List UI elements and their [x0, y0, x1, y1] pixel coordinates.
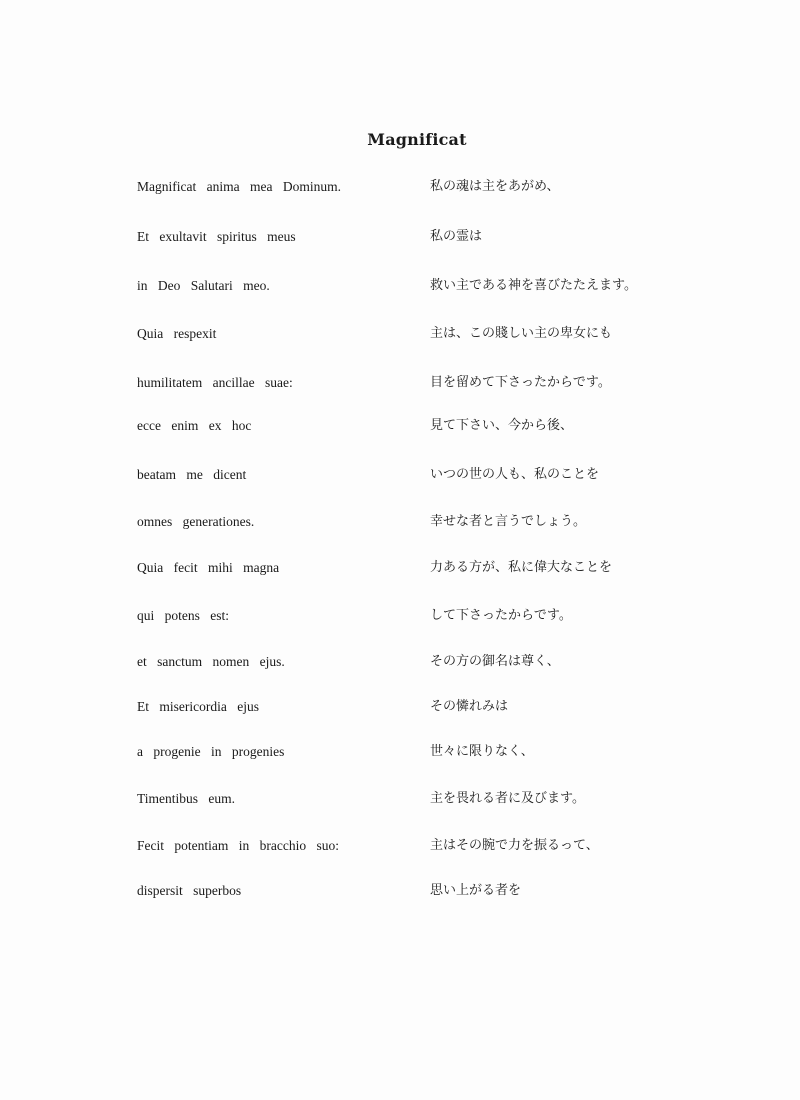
verse-line: [0, 787, 800, 811]
verse-line: [0, 834, 800, 858]
verse-line: [0, 225, 800, 249]
japanese-text: 主を畏れる者に及びます。: [430, 791, 585, 806]
japanese-text: 世々に限りなく、: [430, 744, 534, 759]
japanese-text: 救い主である神を喜びたたえます。: [430, 278, 637, 293]
latin-text: Et exultavit spiritus meus: [137, 229, 296, 244]
verse-line: [0, 556, 800, 580]
japanese-text: 見て下さい、今から後、: [430, 418, 574, 433]
verse-line: [0, 371, 800, 395]
japanese-text: 目を留めて下さったからです。: [430, 375, 611, 390]
japanese-text: 私の魂は主をあがめ、: [430, 179, 560, 194]
latin-text: dispersit superbos: [137, 883, 242, 898]
verse-line: [0, 175, 800, 199]
latin-text: omnes generationes.: [137, 514, 255, 529]
latin-text: beatam me dicent: [137, 467, 247, 482]
japanese-text: 幸せな者と言うでしょう。: [430, 514, 587, 529]
japanese-text: いつの世の人も、私のことを: [430, 467, 600, 482]
verse-line: [0, 463, 800, 487]
japanese-text: 私の霊は: [430, 229, 483, 244]
verse-line: [0, 604, 800, 628]
latin-text: ecce enim ex hoc: [137, 418, 252, 433]
latin-text: Quia respexit: [137, 326, 217, 341]
verse-line: [0, 322, 800, 346]
page-title: Magnificat: [367, 130, 467, 149]
japanese-text: して下さったからです。: [430, 608, 572, 623]
latin-text: Et misericordia ejus: [137, 699, 259, 714]
verse-line: [0, 695, 800, 719]
japanese-text: その憐れみは: [430, 699, 509, 714]
japanese-text: 主はその腕で力を振るって、: [430, 838, 599, 853]
verse-line: [0, 510, 800, 534]
latin-text: Fecit potentiam in bracchio suo:: [137, 838, 339, 853]
verse-line: [0, 650, 800, 674]
japanese-text: 思い上がる者を: [430, 883, 522, 898]
verse-line: [0, 274, 800, 298]
japanese-text: その方の御名は尊く、: [430, 654, 560, 669]
latin-text: Timentibus eum.: [137, 791, 236, 806]
verse-line: [0, 740, 800, 764]
japanese-text: 力ある方が、私に偉大なことを: [430, 560, 613, 575]
latin-text: a progenie in progenies: [137, 744, 285, 759]
latin-text: Quia fecit mihi magna: [137, 560, 280, 575]
latin-text: Magnificat anima mea Dominum.: [137, 179, 341, 194]
latin-text: humilitatem ancillae suae:: [137, 375, 293, 390]
verse-line: [0, 414, 800, 438]
latin-text: et sanctum nomen ejus.: [137, 654, 285, 669]
verse-line: [0, 879, 800, 903]
latin-text: in Deo Salutari meo.: [137, 278, 270, 293]
japanese-text: 主は、この賤しい主の卑女にも: [430, 326, 613, 341]
latin-text: qui potens est:: [137, 608, 229, 623]
